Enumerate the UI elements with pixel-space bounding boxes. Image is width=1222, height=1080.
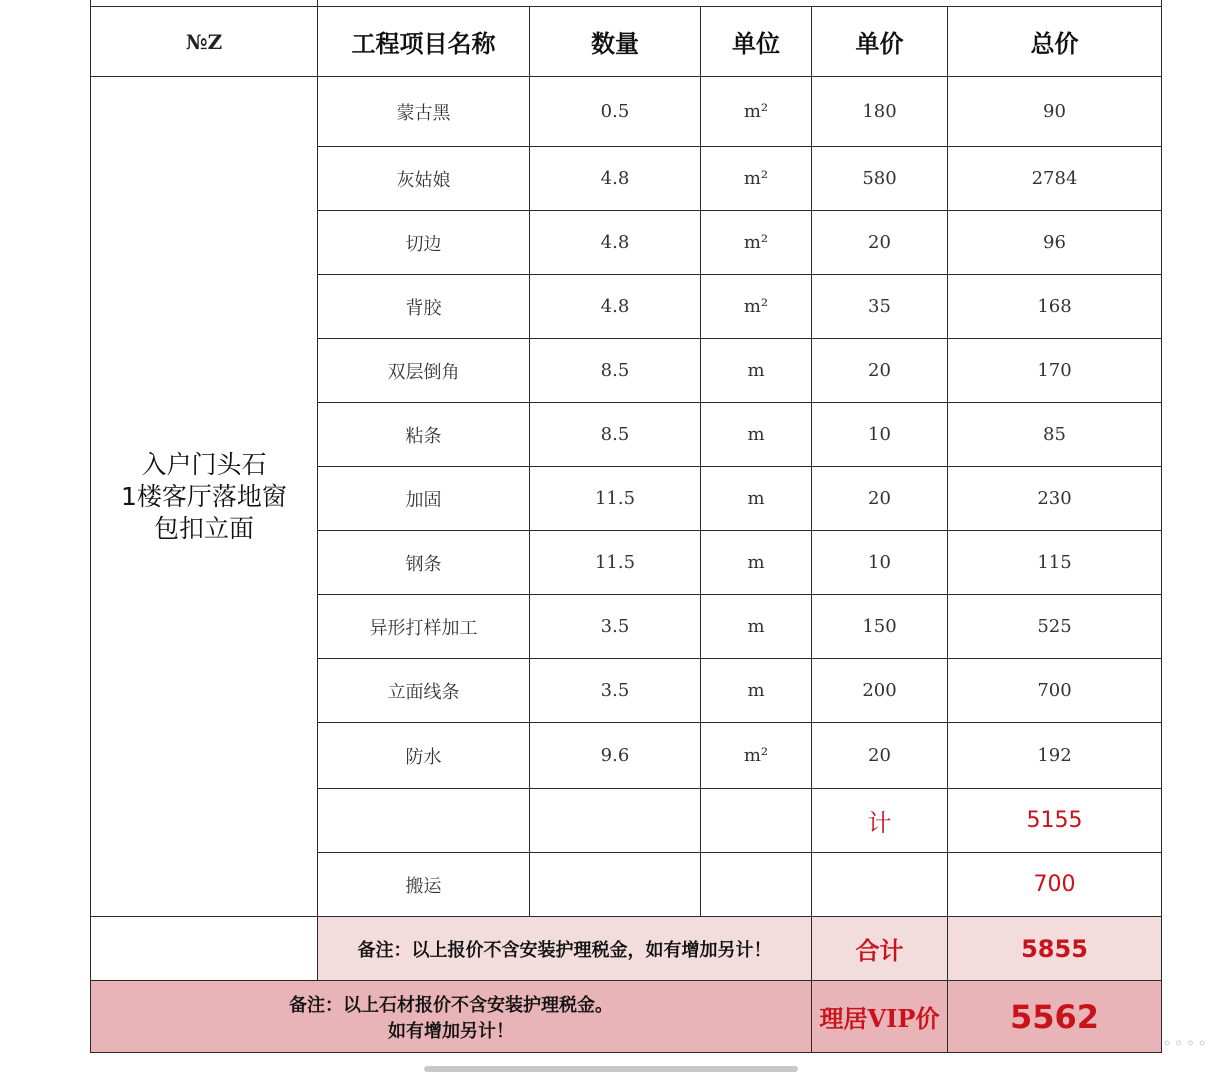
item-unit: m² xyxy=(701,147,812,211)
item-unit: m² xyxy=(701,211,812,275)
item-price: 20 xyxy=(812,211,948,275)
item-qty: 8.5 xyxy=(530,339,701,403)
item-total: 96 xyxy=(948,211,1162,275)
item-price: 20 xyxy=(812,723,948,789)
item-total: 700 xyxy=(948,659,1162,723)
item-price: 20 xyxy=(812,339,948,403)
vip-note-line: 备注：以上石材报价不含安装护理税金。 xyxy=(289,994,613,1016)
item-qty: 3.5 xyxy=(530,659,701,723)
col-header-unit: 单位 xyxy=(701,7,812,77)
transport-value: 700 xyxy=(948,853,1162,917)
vip-row xyxy=(91,981,1162,1053)
empty-cell xyxy=(318,789,530,853)
item-price: 10 xyxy=(812,403,948,467)
item-unit: m xyxy=(701,531,812,595)
item-unit: m xyxy=(701,339,812,403)
item-qty: 4.8 xyxy=(530,275,701,339)
empty-cell xyxy=(530,853,701,917)
group-label-cell xyxy=(91,77,318,917)
header-row xyxy=(91,7,1162,77)
col-header-no: №Z xyxy=(91,7,318,77)
empty-cell xyxy=(701,853,812,917)
item-total: 90 xyxy=(948,77,1162,147)
item-name: 背胶 xyxy=(318,275,530,339)
home-indicator[interactable] xyxy=(424,1066,798,1072)
item-price: 20 xyxy=(812,467,948,531)
transport-name: 搬运 xyxy=(318,853,530,917)
item-qty: 0.5 xyxy=(530,77,701,147)
item-unit: m xyxy=(701,595,812,659)
item-qty: 9.6 xyxy=(530,723,701,789)
item-unit: m xyxy=(701,403,812,467)
watermark: ⚬⚬⚬⚬ xyxy=(1161,1036,1208,1052)
grand-total-label: 合计 xyxy=(812,917,948,981)
col-header-price: 单价 xyxy=(812,7,948,77)
item-total: 525 xyxy=(948,595,1162,659)
item-price: 200 xyxy=(812,659,948,723)
item-price: 150 xyxy=(812,595,948,659)
group-filler xyxy=(91,917,318,981)
item-price: 10 xyxy=(812,531,948,595)
empty-cell xyxy=(701,789,812,853)
subtotal-label: 计 xyxy=(812,789,948,853)
item-unit: m xyxy=(701,659,812,723)
item-price: 35 xyxy=(812,275,948,339)
grand-total-value: 5855 xyxy=(948,917,1162,981)
item-name: 粘条 xyxy=(318,403,530,467)
item-name: 立面线条 xyxy=(318,659,530,723)
vip-note xyxy=(91,981,812,1053)
item-total: 170 xyxy=(948,339,1162,403)
group-label-line: 1楼客厅落地窗 xyxy=(121,481,287,511)
item-total: 115 xyxy=(948,531,1162,595)
item-qty: 11.5 xyxy=(530,531,701,595)
group-label-line: 入户门头石 xyxy=(141,449,267,479)
item-name: 加固 xyxy=(318,467,530,531)
item-name: 异形打样加工 xyxy=(318,595,530,659)
grand-total-row xyxy=(91,917,1162,981)
item-unit: m² xyxy=(701,275,812,339)
item-qty: 4.8 xyxy=(530,211,701,275)
item-name: 钢条 xyxy=(318,531,530,595)
empty-cell xyxy=(812,853,948,917)
item-price: 580 xyxy=(812,147,948,211)
item-name: 灰姑娘 xyxy=(318,147,530,211)
table-row xyxy=(91,77,1162,147)
group-label-line: 包扣立面 xyxy=(153,513,254,543)
item-name: 双层倒角 xyxy=(318,339,530,403)
quote-table xyxy=(90,0,1162,1053)
empty-cell xyxy=(530,789,701,853)
vip-value: 5562 xyxy=(948,981,1162,1053)
subtotal-value: 5155 xyxy=(948,789,1162,853)
item-name: 蒙古黑 xyxy=(318,77,530,147)
item-unit: m² xyxy=(701,723,812,789)
item-name: 切边 xyxy=(318,211,530,275)
grand-total-note: 备注：以上报价不含安装护理税金，如有增加另计！ xyxy=(318,917,812,981)
item-qty: 4.8 xyxy=(530,147,701,211)
col-header-qty: 数量 xyxy=(530,7,701,77)
vip-note-line: 如有增加另计！ xyxy=(388,1020,514,1042)
item-price: 180 xyxy=(812,77,948,147)
item-unit: m xyxy=(701,467,812,531)
item-qty: 11.5 xyxy=(530,467,701,531)
item-total: 192 xyxy=(948,723,1162,789)
item-qty: 8.5 xyxy=(530,403,701,467)
item-qty: 3.5 xyxy=(530,595,701,659)
item-name: 防水 xyxy=(318,723,530,789)
item-unit: m² xyxy=(701,77,812,147)
col-header-name: 工程项目名称 xyxy=(318,7,530,77)
item-total: 168 xyxy=(948,275,1162,339)
col-header-total: 总价 xyxy=(948,7,1162,77)
item-total: 230 xyxy=(948,467,1162,531)
vip-label: 理居VIP价 xyxy=(812,981,948,1053)
item-total: 85 xyxy=(948,403,1162,467)
item-total: 2784 xyxy=(948,147,1162,211)
